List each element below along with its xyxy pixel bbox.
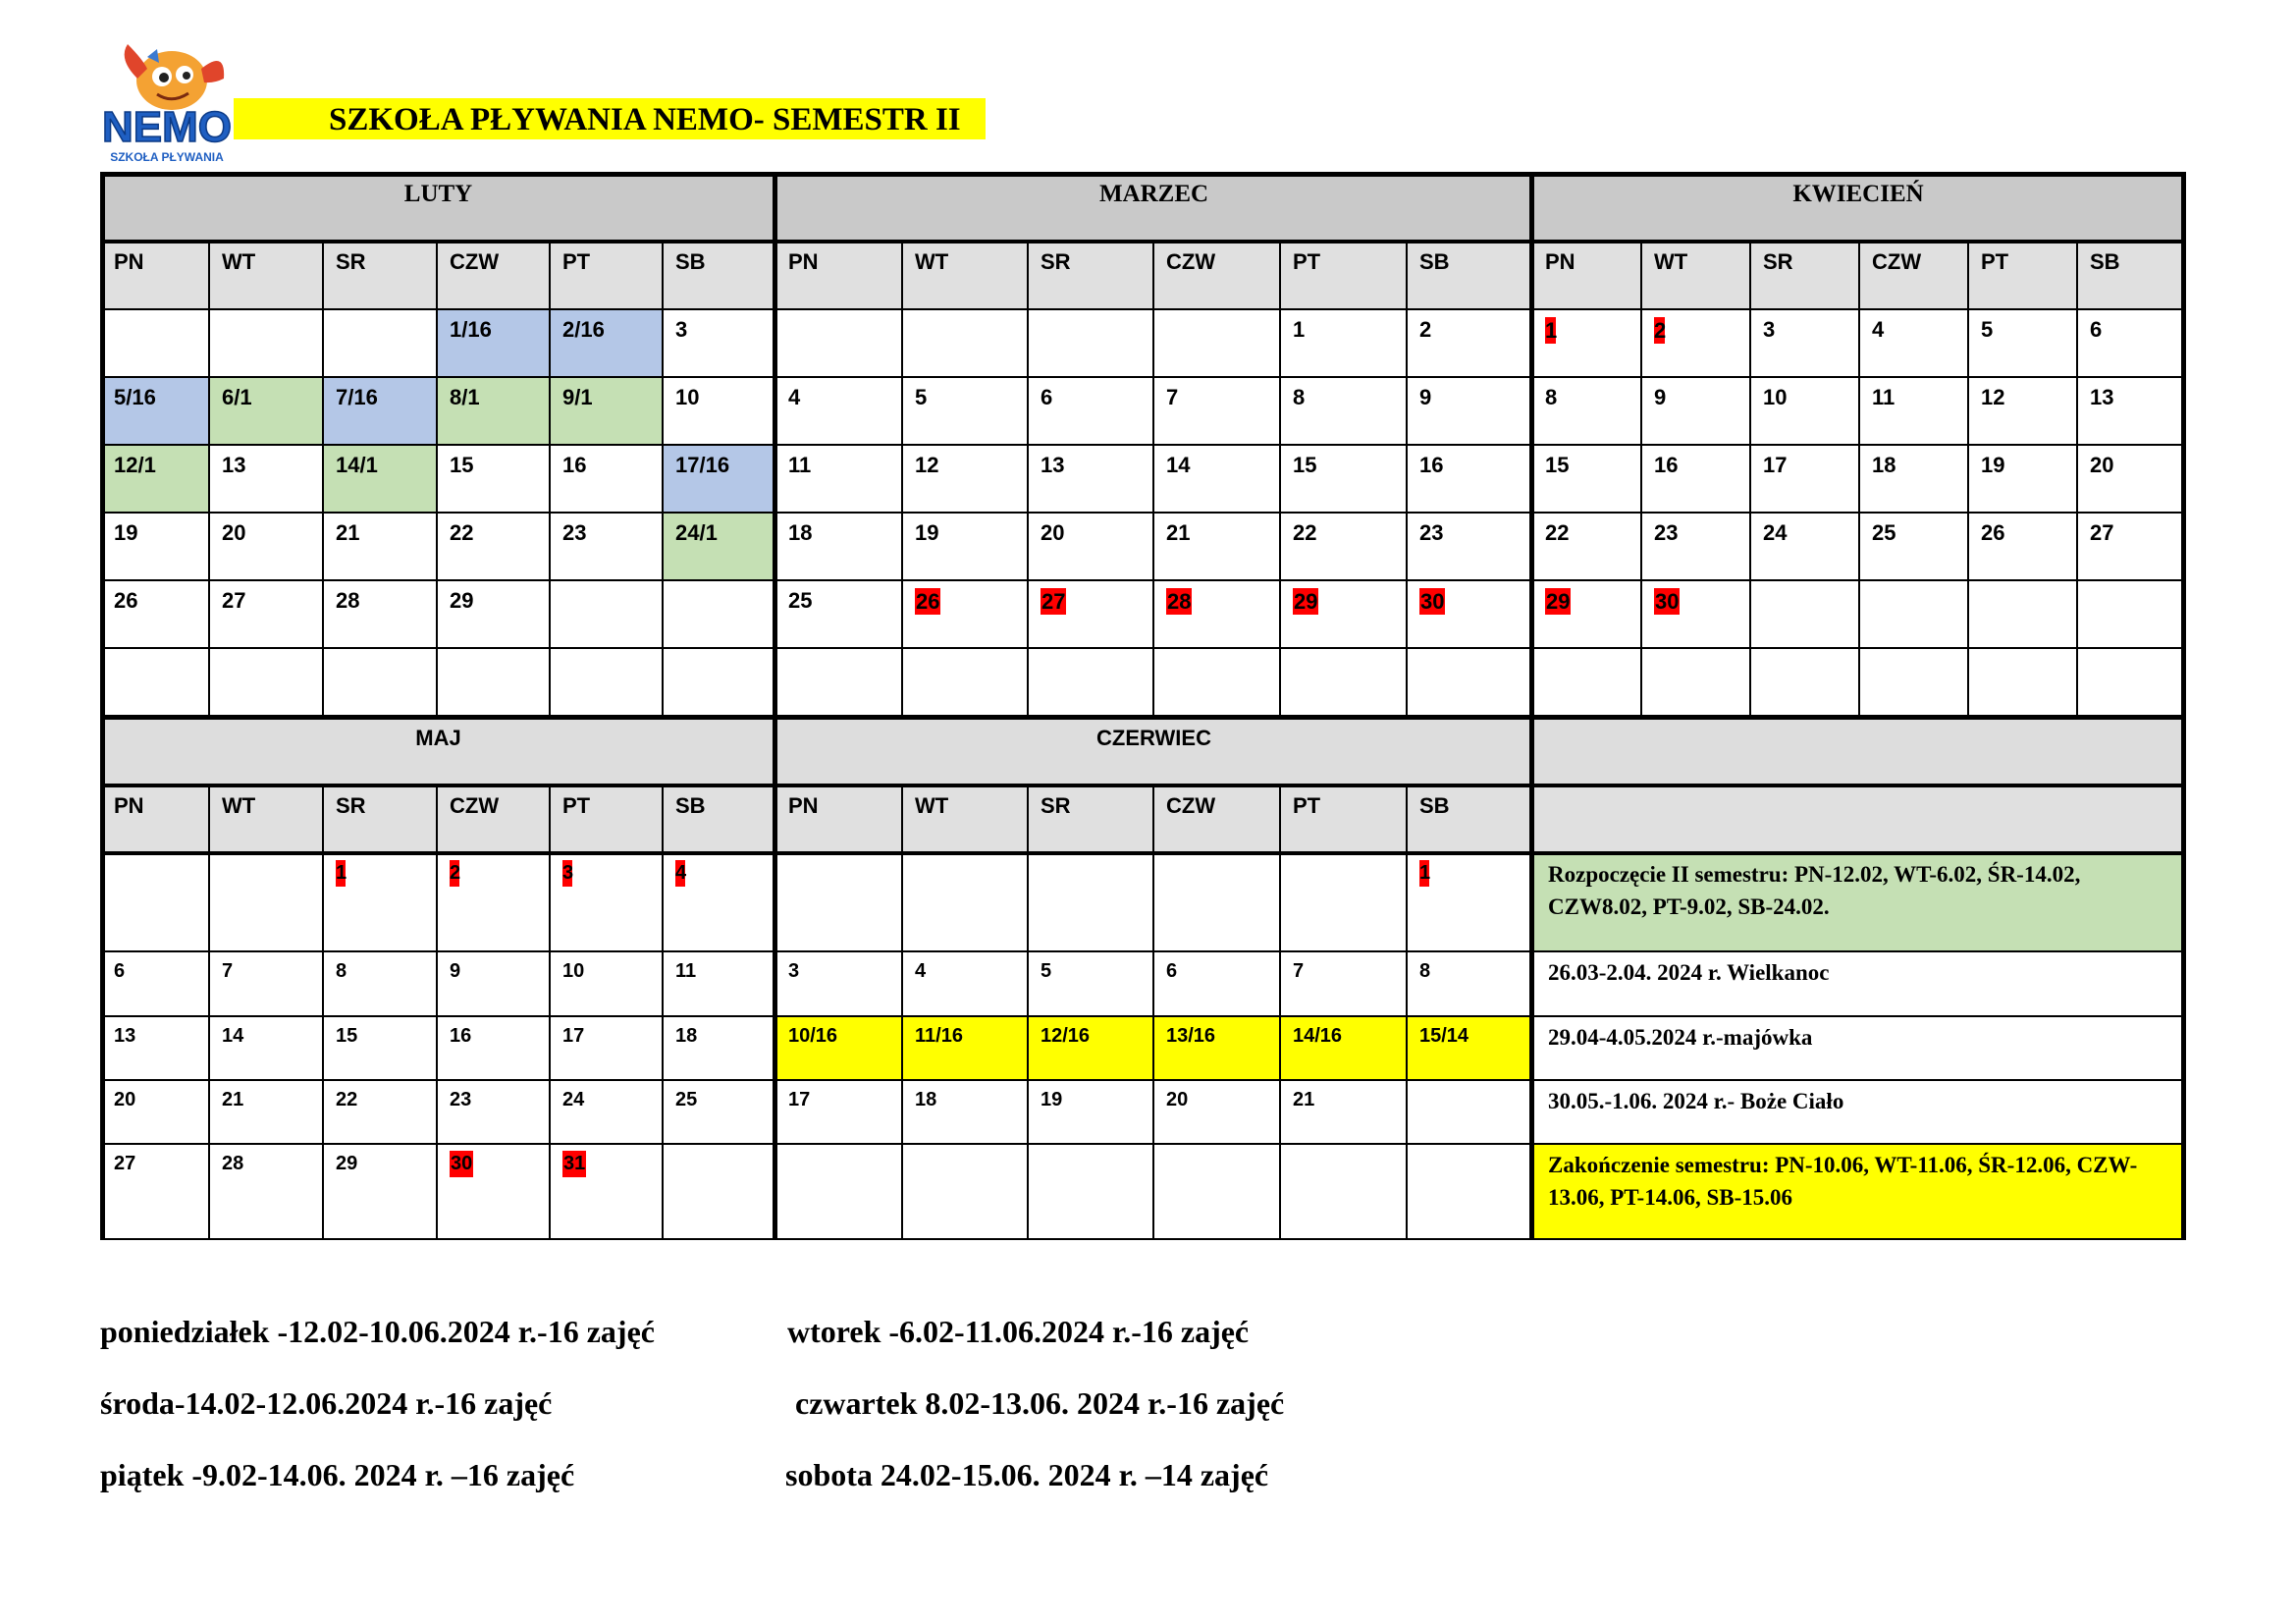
nemo-logo bbox=[98, 39, 236, 167]
day-cell: 22 bbox=[1281, 514, 1408, 581]
day-header: SB bbox=[2078, 243, 2185, 310]
day-cell: 24/1 bbox=[664, 514, 776, 581]
day-cell: 10/16 bbox=[776, 1017, 903, 1081]
note-semester-start: Rozpoczęcie II semestru: PN-12.02, WT-6.02, ŚR-14.02, CZW8.02, PT-9.02, SB-24.02. bbox=[1533, 854, 2185, 952]
day-cell: 11 bbox=[664, 952, 776, 1017]
day-header: SB bbox=[664, 243, 776, 310]
day-cell bbox=[1408, 1081, 1533, 1145]
day-cell: 26 bbox=[1969, 514, 2078, 581]
day-cell: 25 bbox=[1860, 514, 1969, 581]
holiday-mark: 30 bbox=[1420, 589, 1445, 614]
day-header: SR bbox=[1029, 786, 1154, 854]
day-cell bbox=[210, 854, 324, 952]
day-cell bbox=[1642, 310, 1751, 378]
day-header: PT bbox=[1281, 243, 1408, 310]
day-cell bbox=[1029, 649, 1154, 718]
day-cell: 13 bbox=[102, 1017, 210, 1081]
day-cell: 13 bbox=[210, 446, 324, 514]
day-cell bbox=[776, 310, 903, 378]
day-cell: 11 bbox=[776, 446, 903, 514]
day-cell: 17 bbox=[551, 1017, 664, 1081]
frame-top bbox=[100, 172, 2185, 177]
day-cell: 24 bbox=[1751, 514, 1860, 581]
day-cell: 5 bbox=[1969, 310, 2078, 378]
day-cell: 20 bbox=[210, 514, 324, 581]
month-header-marzec: MARZEC bbox=[776, 174, 1533, 243]
day-header: PN bbox=[102, 243, 210, 310]
frame-left bbox=[100, 172, 105, 1240]
day-cell bbox=[1281, 649, 1408, 718]
day-cell: 5 bbox=[1029, 952, 1154, 1017]
day-cell: 7 bbox=[1154, 378, 1281, 446]
holiday-mark: 27 bbox=[1041, 589, 1066, 614]
day-cell bbox=[2078, 649, 2185, 718]
day-cell: 16 bbox=[1642, 446, 1751, 514]
day-cell: 18 bbox=[664, 1017, 776, 1081]
day-cell: 1/16 bbox=[438, 310, 551, 378]
summary-wednesday: środa-14.02-12.06.2024 r.-16 zajęć bbox=[100, 1385, 553, 1421]
day-cell: 8 bbox=[1408, 952, 1533, 1017]
day-cell: 28 bbox=[210, 1145, 324, 1240]
day-cell bbox=[903, 649, 1029, 718]
frame-under-header-bottom bbox=[100, 784, 2185, 787]
holiday-mark: 2 bbox=[450, 860, 459, 887]
day-header: CZW bbox=[1860, 243, 1969, 310]
day-cell bbox=[1642, 649, 1751, 718]
day-cell bbox=[664, 581, 776, 649]
day-cell: 9/1 bbox=[551, 378, 664, 446]
day-cell: 4 bbox=[1860, 310, 1969, 378]
holiday-mark: 28 bbox=[1167, 589, 1192, 614]
day-cell bbox=[903, 854, 1029, 952]
day-cell bbox=[438, 1145, 551, 1240]
day-cell bbox=[1154, 854, 1281, 952]
day-cell bbox=[903, 1145, 1029, 1240]
day-cell: 21 bbox=[1281, 1081, 1408, 1145]
day-cell: 20 bbox=[2078, 446, 2185, 514]
day-cell bbox=[1969, 581, 2078, 649]
day-cell: 20 bbox=[102, 1081, 210, 1145]
day-header: WT bbox=[210, 243, 324, 310]
semester-calendar bbox=[100, 172, 2185, 1240]
day-cell: 19 bbox=[903, 514, 1029, 581]
day-cell: 5/16 bbox=[102, 378, 210, 446]
day-header: WT bbox=[903, 786, 1029, 854]
logo-subtitle: SZKOŁA PŁYWANIA bbox=[110, 150, 224, 164]
holiday-mark: 2 bbox=[1654, 318, 1666, 343]
summary-thursday: czwartek 8.02-13.06. 2024 r.-16 zajęć bbox=[795, 1385, 1285, 1421]
day-cell: 17 bbox=[1751, 446, 1860, 514]
day-cell bbox=[102, 310, 210, 378]
frame-divider-1 bbox=[773, 172, 777, 1240]
day-cell: 23 bbox=[1642, 514, 1751, 581]
day-cell bbox=[903, 581, 1029, 649]
day-cell: 12 bbox=[1969, 378, 2078, 446]
day-header: PT bbox=[551, 786, 664, 854]
day-cell: 16 bbox=[438, 1017, 551, 1081]
day-header: SR bbox=[1751, 243, 1860, 310]
day-header: CZW bbox=[1154, 243, 1281, 310]
day-cell: 5 bbox=[903, 378, 1029, 446]
day-header: WT bbox=[1642, 243, 1751, 310]
day-cell bbox=[1408, 581, 1533, 649]
day-header: PN bbox=[102, 786, 210, 854]
day-cell bbox=[1751, 649, 1860, 718]
day-cell: 7/16 bbox=[324, 378, 438, 446]
day-cell bbox=[1969, 649, 2078, 718]
day-cell bbox=[551, 649, 664, 718]
summary-friday: piątek -9.02-14.06. 2024 r. –16 zajęć bbox=[100, 1457, 575, 1492]
day-header: PT bbox=[1281, 786, 1408, 854]
day-cell: 27 bbox=[2078, 514, 2185, 581]
day-header: CZW bbox=[1154, 786, 1281, 854]
day-cell: 3 bbox=[776, 952, 903, 1017]
holiday-mark: 1 bbox=[1419, 860, 1429, 887]
day-cell: 14/16 bbox=[1281, 1017, 1408, 1081]
day-cell bbox=[210, 649, 324, 718]
day-cell: 3 bbox=[1751, 310, 1860, 378]
month-header-kwiecien: KWIECIEŃ bbox=[1533, 174, 2185, 243]
holiday-mark: 31 bbox=[562, 1151, 586, 1177]
day-cell: 26 bbox=[102, 581, 210, 649]
day-header: SB bbox=[664, 786, 776, 854]
day-cell bbox=[210, 310, 324, 378]
day-header: PN bbox=[1533, 243, 1642, 310]
note-semester-end: Zakończenie semestru: PN-10.06, WT-11.06, ŚR-12.06, CZW-13.06, PT-14.06, SB-15.06 bbox=[1533, 1145, 2185, 1240]
day-cell: 11/16 bbox=[903, 1017, 1029, 1081]
page-title: SZKOŁA PŁYWANIA NEMO- SEMESTR II bbox=[329, 102, 961, 137]
day-cell bbox=[1154, 649, 1281, 718]
day-cell: 3 bbox=[664, 310, 776, 378]
day-cell: 13 bbox=[2078, 378, 2185, 446]
day-cell: 11 bbox=[1860, 378, 1969, 446]
day-cell bbox=[438, 649, 551, 718]
day-cell bbox=[2078, 581, 2185, 649]
day-cell: 28 bbox=[324, 581, 438, 649]
logo-word: NEMO bbox=[102, 103, 232, 151]
day-cell: 18 bbox=[903, 1081, 1029, 1145]
day-cell bbox=[1029, 310, 1154, 378]
day-cell: 15 bbox=[324, 1017, 438, 1081]
day-cell bbox=[1029, 1145, 1154, 1240]
day-cell bbox=[1029, 581, 1154, 649]
holiday-mark: 1 bbox=[336, 860, 346, 887]
day-cell: 21 bbox=[1154, 514, 1281, 581]
day-cell: 27 bbox=[102, 1145, 210, 1240]
day-cell: 12/1 bbox=[102, 446, 210, 514]
day-cell bbox=[664, 649, 776, 718]
day-cell: 23 bbox=[551, 514, 664, 581]
notes-header-blank bbox=[1533, 718, 2185, 786]
day-cell: 14 bbox=[210, 1017, 324, 1081]
day-cell bbox=[1860, 581, 1969, 649]
day-cell bbox=[551, 581, 664, 649]
frame-right bbox=[2181, 172, 2186, 1240]
day-cell: 23 bbox=[1408, 514, 1533, 581]
day-header: SB bbox=[1408, 243, 1533, 310]
day-cell: 21 bbox=[324, 514, 438, 581]
note-corpus-christi: 30.05.-1.06. 2024 r.- Boże Ciało bbox=[1533, 1081, 2185, 1145]
day-cell bbox=[1408, 1145, 1533, 1240]
day-cell bbox=[1281, 1145, 1408, 1240]
day-cell bbox=[551, 854, 664, 952]
day-cell: 4 bbox=[776, 378, 903, 446]
day-cell: 8 bbox=[324, 952, 438, 1017]
day-cell: 25 bbox=[664, 1081, 776, 1145]
day-cell bbox=[324, 649, 438, 718]
day-header: PT bbox=[1969, 243, 2078, 310]
day-cell bbox=[776, 649, 903, 718]
day-cell bbox=[1154, 581, 1281, 649]
day-cell: 9 bbox=[438, 952, 551, 1017]
day-cell: 22 bbox=[438, 514, 551, 581]
day-cell: 13 bbox=[1029, 446, 1154, 514]
day-cell bbox=[438, 854, 551, 952]
frame-divider-2 bbox=[1529, 172, 1534, 1240]
day-cell bbox=[1751, 581, 1860, 649]
day-cell: 4 bbox=[903, 952, 1029, 1017]
day-header: WT bbox=[210, 786, 324, 854]
holiday-mark: 4 bbox=[675, 860, 685, 887]
frame-under-header-top bbox=[100, 240, 2185, 244]
day-cell: 14/1 bbox=[324, 446, 438, 514]
day-cell bbox=[1533, 581, 1642, 649]
nemo-fish-logo-icon bbox=[98, 39, 236, 167]
day-cell: 25 bbox=[776, 581, 903, 649]
day-cell bbox=[1408, 649, 1533, 718]
day-cell: 14 bbox=[1154, 446, 1281, 514]
day-cell: 10 bbox=[1751, 378, 1860, 446]
holiday-mark: 3 bbox=[562, 860, 572, 887]
day-cell: 10 bbox=[551, 952, 664, 1017]
day-cell bbox=[1281, 854, 1408, 952]
day-cell: 20 bbox=[1154, 1081, 1281, 1145]
day-header: CZW bbox=[438, 243, 551, 310]
day-cell: 6/1 bbox=[210, 378, 324, 446]
day-header: CZW bbox=[438, 786, 551, 854]
day-cell: 22 bbox=[1533, 514, 1642, 581]
day-cell: 1 bbox=[1281, 310, 1408, 378]
day-cell: 2/16 bbox=[551, 310, 664, 378]
day-header: SR bbox=[324, 786, 438, 854]
day-cell bbox=[324, 310, 438, 378]
day-cell: 29 bbox=[324, 1145, 438, 1240]
day-header: PN bbox=[776, 243, 903, 310]
day-cell: 22 bbox=[324, 1081, 438, 1145]
day-cell bbox=[1408, 854, 1533, 952]
summary-tuesday: wtorek -6.02-11.06.2024 r.-16 zajęć bbox=[787, 1314, 1250, 1349]
day-cell: 20 bbox=[1029, 514, 1154, 581]
day-cell: 12 bbox=[903, 446, 1029, 514]
day-cell: 17 bbox=[776, 1081, 903, 1145]
day-cell: 12/16 bbox=[1029, 1017, 1154, 1081]
holiday-mark: 29 bbox=[1294, 589, 1318, 614]
day-cell bbox=[664, 1145, 776, 1240]
day-cell: 13/16 bbox=[1154, 1017, 1281, 1081]
month-header-czerwiec: CZERWIEC bbox=[776, 718, 1533, 786]
summary-monday: poniedziałek -12.02-10.06.2024 r.-16 zajęć bbox=[100, 1314, 655, 1349]
day-cell bbox=[1154, 1145, 1281, 1240]
notes-subheader-blank bbox=[1533, 786, 2185, 854]
day-cell: 17/16 bbox=[664, 446, 776, 514]
summary-saturday: sobota 24.02-15.06. 2024 r. –14 zajęć bbox=[785, 1457, 1269, 1492]
day-cell: 6 bbox=[2078, 310, 2185, 378]
day-cell bbox=[903, 310, 1029, 378]
day-header: SR bbox=[324, 243, 438, 310]
day-cell bbox=[102, 649, 210, 718]
day-cell bbox=[324, 854, 438, 952]
day-cell: 18 bbox=[776, 514, 903, 581]
day-cell: 15/14 bbox=[1408, 1017, 1533, 1081]
day-header: PT bbox=[551, 243, 664, 310]
day-header: WT bbox=[903, 243, 1029, 310]
day-cell: 27 bbox=[210, 581, 324, 649]
day-cell bbox=[1281, 581, 1408, 649]
day-cell: 19 bbox=[1969, 446, 2078, 514]
day-cell: 16 bbox=[551, 446, 664, 514]
month-header-maj: MAJ bbox=[102, 718, 776, 786]
day-cell bbox=[776, 1145, 903, 1240]
day-cell: 16 bbox=[1408, 446, 1533, 514]
day-cell bbox=[1029, 854, 1154, 952]
day-cell: 9 bbox=[1408, 378, 1533, 446]
day-cell: 10 bbox=[664, 378, 776, 446]
day-cell bbox=[664, 854, 776, 952]
day-cell bbox=[1533, 310, 1642, 378]
holiday-mark: 1 bbox=[1545, 318, 1557, 343]
day-cell bbox=[1154, 310, 1281, 378]
day-cell: 21 bbox=[210, 1081, 324, 1145]
day-cell bbox=[1642, 581, 1751, 649]
day-cell: 15 bbox=[1533, 446, 1642, 514]
day-cell bbox=[551, 1145, 664, 1240]
holiday-mark: 29 bbox=[1546, 589, 1571, 614]
day-cell bbox=[1533, 649, 1642, 718]
day-cell: 6 bbox=[102, 952, 210, 1017]
note-easter: 26.03-2.04. 2024 r. Wielkanoc bbox=[1533, 952, 2185, 1017]
day-header: SB bbox=[1408, 786, 1533, 854]
note-majowka: 29.04-4.05.2024 r.-majówka bbox=[1533, 1017, 2185, 1081]
day-cell: 7 bbox=[210, 952, 324, 1017]
day-cell: 9 bbox=[1642, 378, 1751, 446]
day-cell: 15 bbox=[438, 446, 551, 514]
day-cell: 8 bbox=[1281, 378, 1408, 446]
day-cell: 6 bbox=[1154, 952, 1281, 1017]
day-cell: 18 bbox=[1860, 446, 1969, 514]
day-cell: 29 bbox=[438, 581, 551, 649]
holiday-mark: 26 bbox=[916, 589, 940, 614]
holiday-mark: 30 bbox=[1655, 589, 1680, 614]
day-cell: 6 bbox=[1029, 378, 1154, 446]
holiday-mark: 30 bbox=[450, 1151, 473, 1177]
day-cell: 7 bbox=[1281, 952, 1408, 1017]
day-cell bbox=[776, 854, 903, 952]
day-header: PN bbox=[776, 786, 903, 854]
day-cell: 23 bbox=[438, 1081, 551, 1145]
day-cell: 15 bbox=[1281, 446, 1408, 514]
day-cell: 24 bbox=[551, 1081, 664, 1145]
day-cell bbox=[1860, 649, 1969, 718]
day-cell: 2 bbox=[1408, 310, 1533, 378]
day-header: SR bbox=[1029, 243, 1154, 310]
month-header-luty: LUTY bbox=[102, 174, 776, 243]
day-cell: 8 bbox=[1533, 378, 1642, 446]
frame-under-dayhdr-bottom bbox=[100, 851, 2185, 855]
day-cell: 19 bbox=[1029, 1081, 1154, 1145]
frame-mid bbox=[100, 715, 2185, 720]
day-cell: 8/1 bbox=[438, 378, 551, 446]
day-cell: 19 bbox=[102, 514, 210, 581]
day-cell bbox=[102, 854, 210, 952]
